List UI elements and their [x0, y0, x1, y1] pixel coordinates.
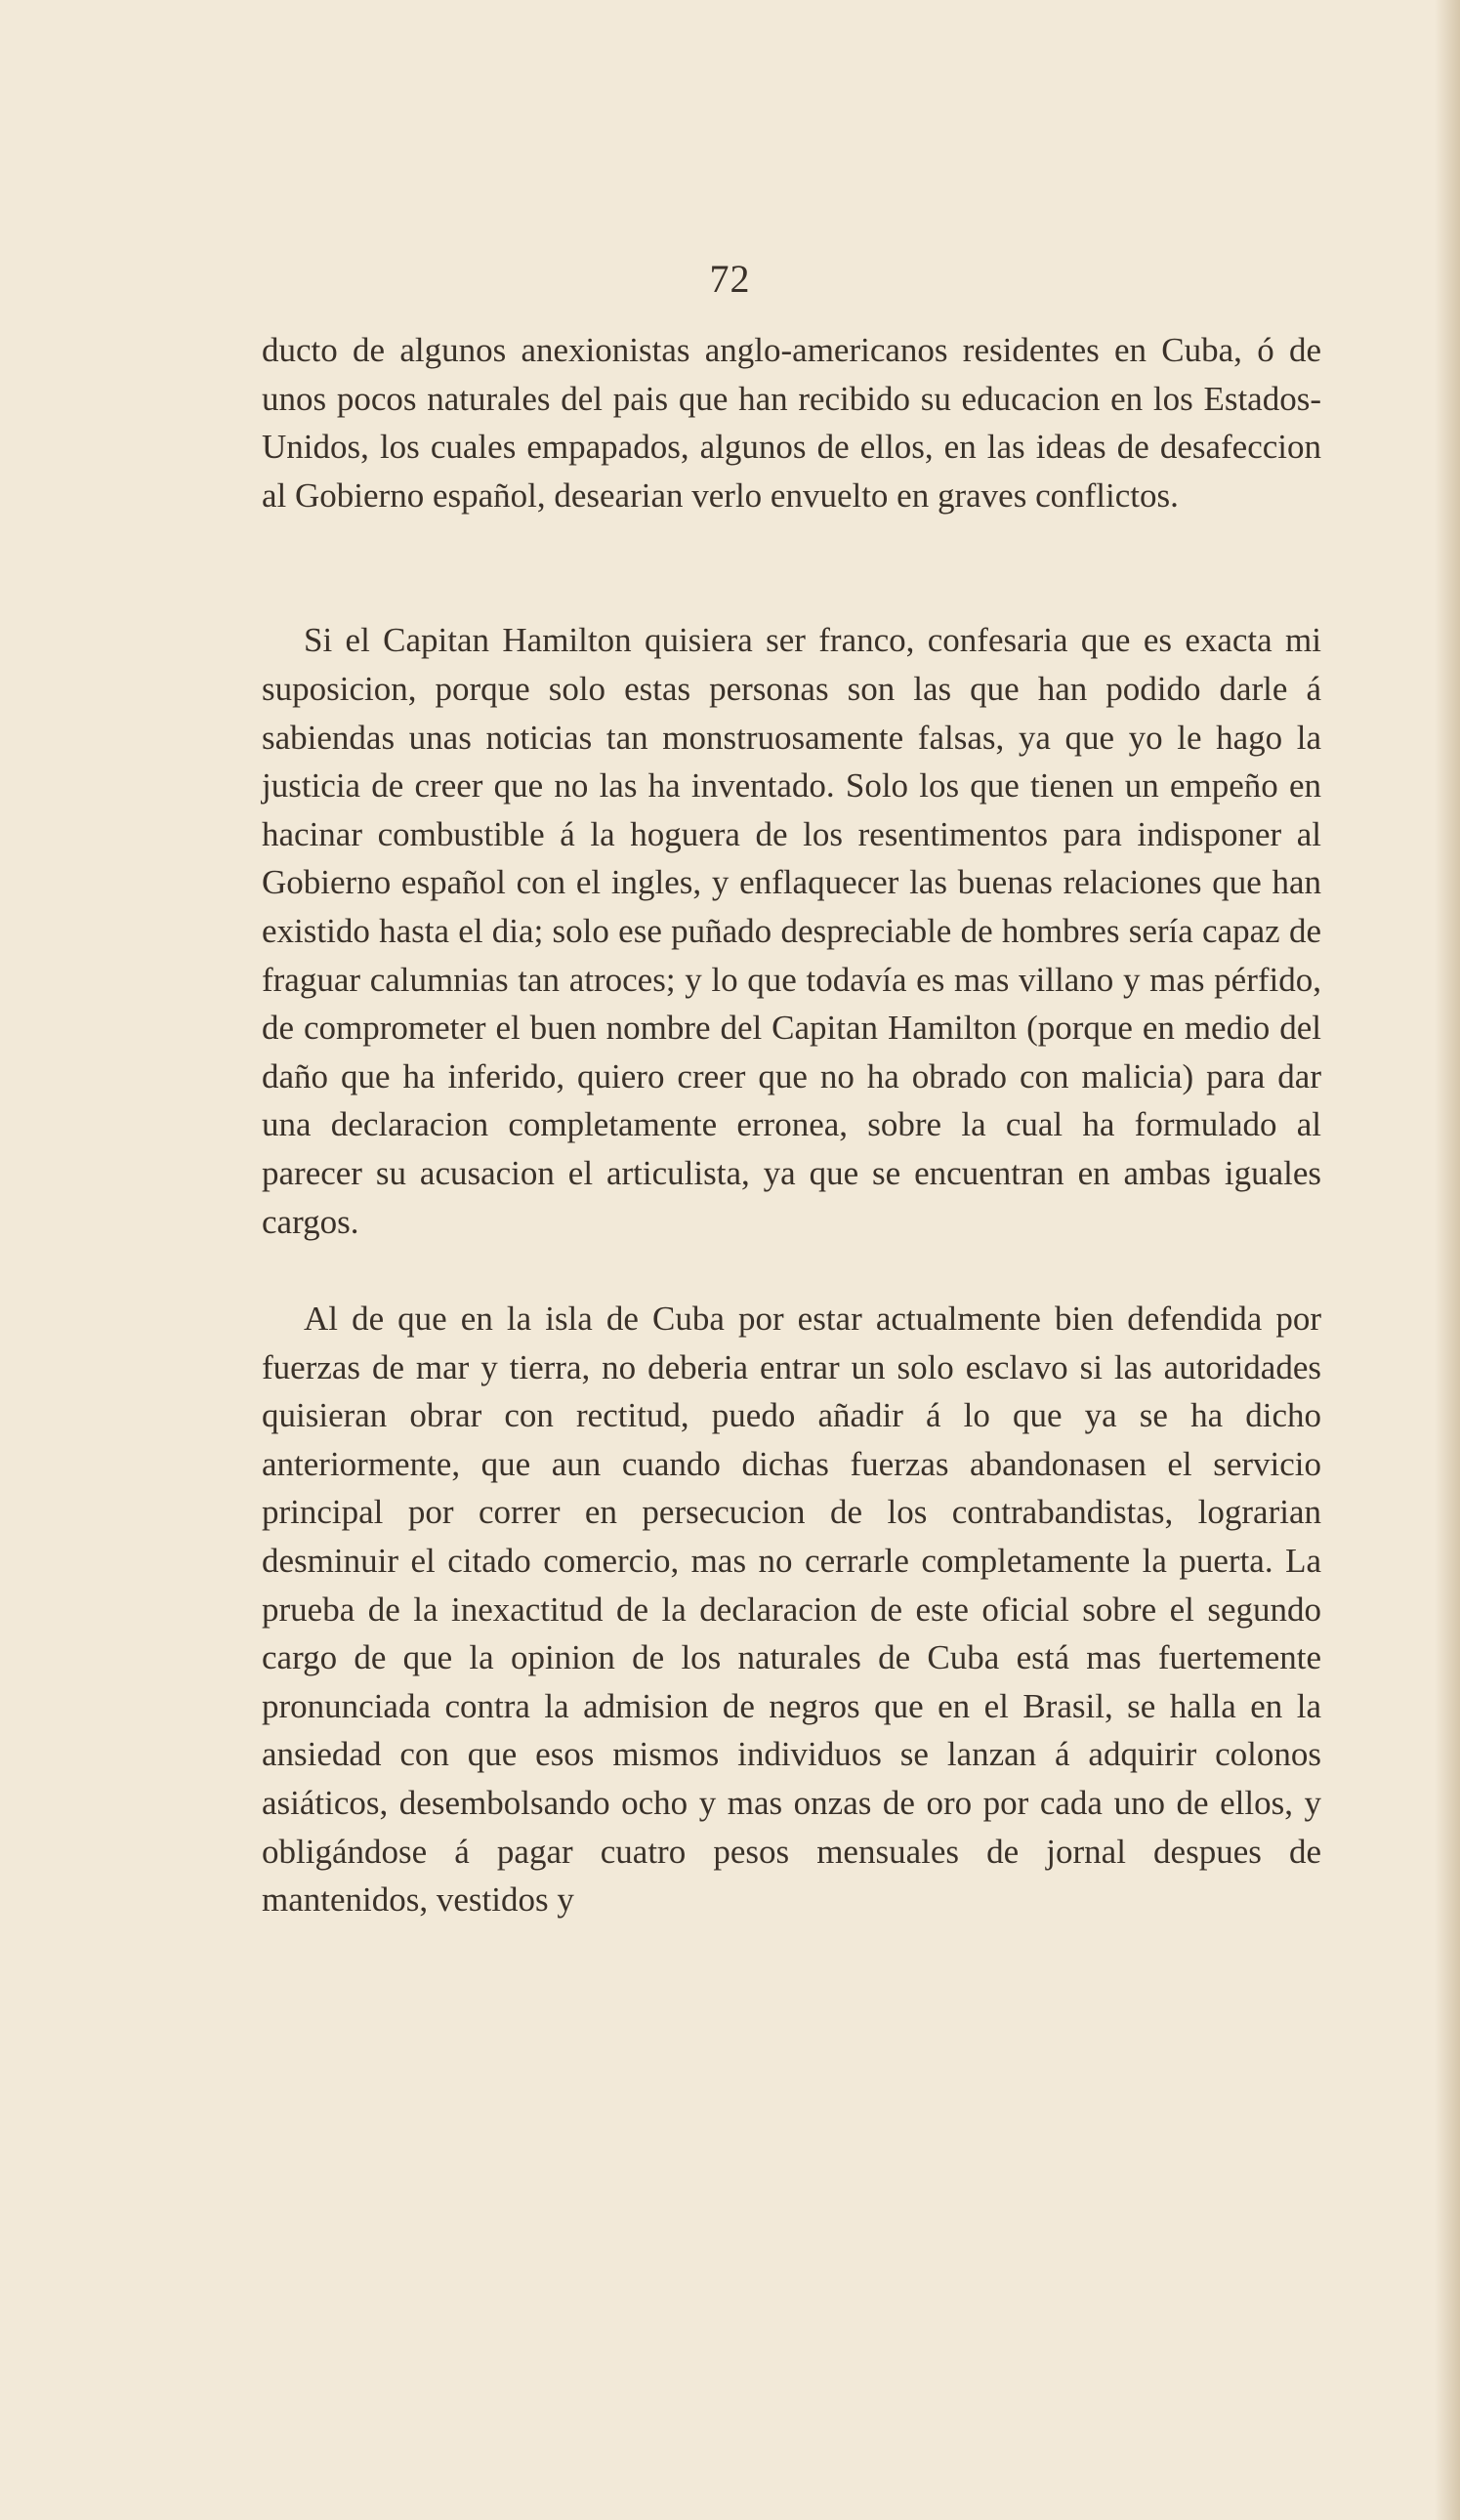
- page-edge-shadow: [1435, 0, 1460, 2520]
- page-number: 72: [709, 257, 751, 301]
- paragraph-2: Si el Capitan Hamilton quisiera ser franco, confesaria que es exacta mi suposicion, porque solo estas personas son las que han podido darle á sabiendas unas noticias tan monstruosamente falsas, ya que yo le hago la justicia de creer que no las ha inventado. Solo los que tienen un empeño en hacinar combustible á la hoguera de los resentimentos para indisponer al Gobierno español con el ingles, y enflaquecer las buenas relaciones que han existido hasta el dia; solo ese puñado despreciable de hombres sería capaz de fraguar calumnias tan atroces; y lo que todavía es mas villano y mas pérfido, de comprometer el buen nombre del Capitan Hamilton (porque en medio del daño que ha inferido, quiero creer que no ha obrado con malicia) para dar una declaracion completamente erronea, sobre la cual ha formulado al parecer su acusacion el articulista, ya que se encuentran en ambas iguales cargos.: [262, 621, 1321, 1241]
- paragraph-3: Al de que en la isla de Cuba por estar actualmente bien defendida por fuerzas de mar y tierra, no deberia entrar un solo esclavo si las autoridades quisieran obrar con rectitud, puedo añadir á lo que ya se ha dicho anteriormente, que aun cuando dichas fuerzas abandonasen el servicio principal por correr en persecucion de los contrabandistas, lograrian desminuir el citado comercio, mas no cerrarle completamente la puerta. La prueba de la inexactitud de la declaracion de este oficial sobre el segundo cargo de que la opinion de los naturales de Cuba está mas fuertemente pronunciada contra la admision de negros que en el Brasil, se halla en la ansiedad con que esos mismos individuos se lanzan á adquirir colonos asiáticos, desembolsando ocho y mas onzas de oro por cada uno de ellos, y obligándose á pagar cuatro pesos mensuales de jornal despues de mantenidos, vestidos y: [262, 1300, 1321, 1920]
- paragraph-1: ducto de algunos anexionistas anglo-americanos residentes en Cuba, ó de unos pocos naturales del pais que han recibido su educacion en los Estados-Unidos, los cuales empapados, algunos de ellos, en las ideas de desafeccion al Gobierno español, desearian verlo envuelto en graves conflictos.: [262, 331, 1321, 515]
- body-text: [262, 326, 1321, 1924]
